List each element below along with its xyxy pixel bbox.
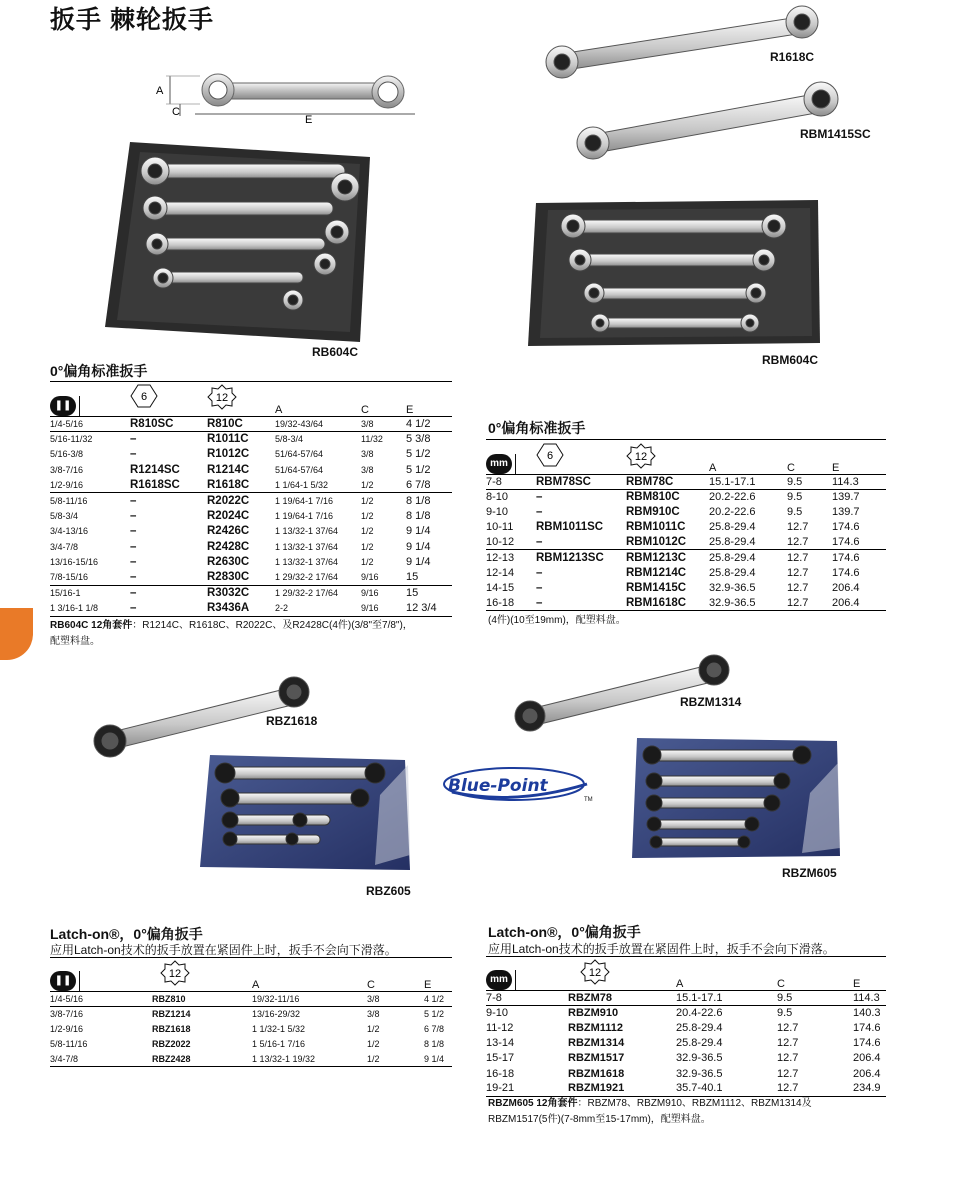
cell-a: 35.7-40.1: [676, 1082, 723, 1095]
latch-mm-top-rule: [486, 956, 886, 957]
cell-p6: –: [130, 540, 137, 553]
cell-size: 3/8-7/16: [50, 464, 84, 475]
r1618c-label: R1618C: [770, 50, 815, 64]
table-row: [486, 1036, 886, 1051]
cell-p6: R1618SC: [130, 479, 180, 491]
cell-p6: –: [536, 581, 543, 594]
cell-p6: –: [130, 525, 137, 538]
cell-e: 5 1/2: [424, 1009, 445, 1020]
cell-a: 5/8-3/4: [275, 434, 304, 445]
cell-p6: –: [536, 491, 543, 504]
cell-c: 9.5: [787, 491, 803, 504]
rbzm605-tray-image: [632, 738, 840, 860]
cell-c: 12.7: [787, 596, 809, 609]
cell-e: 140.3: [853, 1007, 881, 1020]
cell-a: 1 29/32-2 17/64: [275, 572, 339, 583]
table-row: [486, 1081, 886, 1096]
mm-unit-icon: mm: [486, 454, 512, 474]
rbz605-label: RBZ605: [366, 884, 411, 898]
cell-c: 1/2: [361, 511, 374, 522]
cell-p12: RBZM1517: [568, 1052, 625, 1065]
table-row: [50, 1006, 452, 1021]
rbm1415sc-label: RBM1415SC: [800, 127, 871, 141]
cell-size: 14-15: [486, 581, 515, 594]
cell-e: 174.6: [832, 521, 860, 534]
cell-p12: RBZM78: [568, 991, 613, 1004]
cell-a: 1 29/32-2 17/64: [275, 588, 339, 599]
table-row: [50, 555, 452, 570]
table-row: [50, 991, 452, 1006]
cell-e: 9 1/4: [424, 1054, 445, 1065]
cell-a: 25.8-29.4: [709, 521, 756, 534]
table-row: [486, 990, 886, 1005]
table-row: [50, 478, 452, 493]
cell-c: 9.5: [787, 505, 803, 518]
cell-size: 19-21: [486, 1082, 515, 1095]
cell-c: 12.7: [787, 521, 809, 534]
table-row: [50, 539, 452, 554]
wrench-dimension-diagram: [150, 68, 420, 128]
cell-e: 234.9: [853, 1082, 881, 1095]
table-row: [486, 535, 886, 550]
cell-e: 174.6: [832, 536, 860, 549]
cell-p12: RBZM1314: [568, 1037, 625, 1050]
sae-unit-icon: ❚❚: [50, 971, 76, 991]
cell-e: 114.3: [832, 475, 859, 488]
cell-p12: RBM1415C: [626, 581, 687, 594]
svg-text:6: 6: [546, 450, 554, 462]
rb604c-label: RB604C: [312, 345, 359, 359]
col-a-header: A: [252, 978, 260, 991]
table-row: [486, 1020, 886, 1035]
col-c-header: C: [787, 461, 795, 474]
cell-p12: RBM78C: [626, 475, 674, 488]
table-row: [50, 1052, 452, 1067]
cell-e: 139.7: [832, 491, 860, 504]
table-row: [50, 1037, 452, 1052]
cell-p6: –: [130, 602, 137, 615]
cell-p12: R2022C: [207, 494, 250, 507]
cell-p12: RBM1011C: [626, 521, 686, 534]
col-a-header: A: [275, 403, 283, 416]
cell-a: 32.9-36.5: [709, 581, 756, 594]
cell-c: 1/2: [367, 1054, 380, 1065]
table-row: [486, 596, 886, 611]
std-sae-top-rule: [50, 381, 452, 382]
cell-p12: RBZ2428: [152, 1054, 191, 1065]
cell-p12: R1011C: [207, 433, 249, 446]
cell-p6: –: [130, 587, 137, 600]
cell-p6: R1214SC: [130, 463, 180, 476]
cell-e: 174.6: [832, 551, 860, 564]
rbzm1314-wrench-image: [508, 650, 733, 735]
rbz605-tray-image: [200, 755, 410, 873]
cell-a: 19/32-43/64: [275, 418, 324, 429]
blue-point-tm: TM: [584, 797, 593, 803]
cell-p12: R3436A: [207, 602, 250, 615]
cell-size: 7/8-15/16: [50, 572, 89, 583]
cell-c: 1/2: [361, 526, 374, 537]
cell-e: 114.3: [853, 991, 880, 1004]
table-row: [486, 1066, 886, 1081]
cell-size: 3/8-7/16: [50, 1009, 84, 1020]
cell-c: 12.7: [787, 551, 809, 564]
hex-6pt-icon: [130, 384, 158, 408]
cell-c: 1/2: [361, 557, 374, 568]
section-tab-marker: [0, 608, 33, 660]
svg-text:6: 6: [140, 391, 148, 403]
cell-e: 206.4: [832, 581, 860, 594]
sae-unit-header: [50, 384, 130, 416]
table-row: [50, 524, 452, 539]
cell-a: 1 13/32-1 37/64: [275, 557, 339, 568]
cell-size: 7-8: [486, 991, 502, 1004]
cell-a: 20.2-22.6: [709, 505, 756, 518]
cell-size: 1/2-9/16: [50, 480, 84, 490]
cell-c: 12.7: [777, 1037, 799, 1050]
cell-p6: RBM1011SC: [536, 521, 604, 534]
svg-text:12: 12: [588, 967, 602, 979]
cell-c: 12.7: [787, 566, 809, 579]
table-row: [486, 489, 886, 504]
cell-e: 6 7/8: [424, 1023, 445, 1034]
cell-a: 13/16-29/32: [252, 1009, 301, 1020]
star-12pt-icon: [207, 384, 237, 410]
rbm1415sc-wrench-image: [565, 75, 855, 165]
cell-a: 1 19/64-1 7/16: [275, 511, 334, 522]
rbzm1314-label: RBZM1314: [680, 695, 742, 709]
cell-c: 3/8: [367, 1009, 380, 1020]
cell-e: 206.4: [853, 1067, 881, 1080]
hex-6pt-icon: [536, 443, 564, 467]
table-row: [50, 447, 452, 462]
rbzm605-note: RBZM605 12角套件：RBZM78、RBZM910、RBZM1112、RBZM1314及 RBZM1517(5件)(7-8mm至15-17mm)，配塑料盘。: [488, 1098, 812, 1125]
cell-p6: –: [536, 566, 543, 579]
col-c-header: C: [777, 977, 785, 990]
cell-a: 20.4-22.6: [676, 1007, 723, 1020]
cell-p12: R1618C: [207, 479, 250, 491]
star-12pt-icon: [580, 959, 610, 985]
cell-e: 5 1/2: [406, 448, 431, 461]
cell-size: 16-18: [486, 596, 515, 609]
cell-size: 11-12: [486, 1021, 514, 1034]
table-row: [486, 550, 886, 565]
rbm604c-label: RBM604C: [762, 353, 819, 367]
cell-p12: RBZM910: [568, 1007, 619, 1020]
cell-size: 5/16-3/8: [50, 449, 84, 460]
cell-p12: RBM810C: [626, 491, 680, 504]
svg-text:12: 12: [168, 968, 182, 980]
cell-p12: R2024C: [207, 510, 250, 523]
col-e-header: E: [832, 461, 840, 474]
cell-p12: R1214C: [207, 463, 250, 476]
cell-p6: –: [130, 448, 137, 461]
cell-a: 1 5/16-1 7/16: [252, 1039, 306, 1050]
table-row: [50, 462, 452, 477]
cell-a: 1 13/32-1 37/64: [275, 526, 339, 537]
cell-a: 32.9-36.5: [709, 596, 756, 609]
dim-c-label: C: [172, 106, 180, 118]
table-row: [50, 416, 452, 431]
table-row: [486, 474, 886, 489]
cell-c: 3/8: [367, 993, 380, 1004]
cell-c: 1/2: [361, 541, 374, 552]
cell-a: 25.8-29.4: [676, 1021, 723, 1034]
table-row: [50, 431, 452, 446]
cell-e: 5 3/8: [406, 433, 431, 446]
table-row: [486, 565, 886, 580]
cell-p12: RBM1213C: [626, 551, 687, 564]
cell-e: 139.7: [832, 505, 860, 518]
cell-e: 8 1/8: [406, 494, 431, 507]
cell-size: 5/16-11/32: [50, 434, 93, 445]
cell-c: 9/16: [361, 603, 379, 614]
cell-p6: R810SC: [130, 417, 174, 430]
cell-a: 51/64-57/64: [275, 449, 324, 460]
table-row: [50, 1021, 452, 1036]
cell-size: 1 3/16-1 1/8: [50, 603, 99, 614]
cell-a: 32.9-36.5: [676, 1067, 723, 1080]
cell-a: 25.8-29.4: [709, 551, 756, 564]
table-row: [50, 570, 452, 585]
cell-a: 1 1/64-1 5/32: [275, 480, 329, 490]
col-c-header: C: [367, 978, 375, 991]
cell-p12: RBM1618C: [626, 596, 687, 609]
table-row: [486, 1005, 886, 1020]
latch-mm-title: Latch-on®，0°偏角扳手: [488, 924, 641, 940]
std-mm-table: [486, 443, 886, 611]
cell-c: 1/2: [361, 480, 374, 490]
cell-p12: R2830C: [207, 571, 250, 584]
cell-a: 19/32-11/16: [252, 993, 300, 1004]
cell-p6: –: [130, 494, 137, 507]
cell-e: 206.4: [853, 1052, 881, 1065]
cell-size: 15-17: [486, 1052, 515, 1065]
cell-e: 4 1/2: [424, 993, 445, 1004]
cell-c: 12.7: [777, 1021, 799, 1034]
svg-text:12: 12: [215, 392, 229, 404]
cell-size: 9-10: [486, 505, 509, 518]
table-row: [486, 520, 886, 535]
cell-p12: R2428C: [207, 540, 250, 553]
rbm604c-tray-image: [528, 198, 820, 348]
latch-sae-top-rule: [50, 957, 452, 958]
cell-a: 20.2-22.6: [709, 491, 756, 504]
cell-c: 12.7: [777, 1082, 799, 1095]
cell-size: 5/8-3/4: [50, 511, 79, 522]
blue-point-logo-text: Blue-Point: [448, 776, 548, 796]
cell-e: 9 1/4: [406, 540, 431, 553]
cell-size: 7-8: [486, 475, 502, 488]
mm-unit-icon: mm: [486, 970, 512, 990]
cell-size: 3/4-13/16: [50, 526, 89, 537]
r1618c-wrench-image: [540, 4, 820, 84]
cell-c: 12.7: [787, 581, 809, 594]
col-e-header: E: [424, 978, 432, 991]
cell-c: 1/2: [367, 1039, 380, 1050]
cell-c: 9.5: [777, 991, 793, 1004]
cell-e: 4 1/2: [406, 417, 431, 430]
latch-sae-table: [50, 960, 452, 1067]
cell-e: 8 1/8: [406, 510, 431, 523]
cell-p6: –: [130, 433, 137, 446]
rbz1618-label: RBZ1618: [266, 714, 318, 728]
col-a-header: A: [709, 461, 717, 474]
col-e-header: E: [853, 977, 861, 990]
cell-size: 15/16-1: [50, 588, 81, 599]
cell-c: 3/8: [361, 449, 374, 460]
rb604c-note: RB604C 12角套件：R1214C、R1618C、R2022C、及R2428C(4件)(3/8"至7/8")， 配塑料盘。: [50, 620, 413, 647]
cell-c: 12.7: [777, 1052, 799, 1065]
cell-a: 25.8-29.4: [676, 1037, 723, 1050]
std-mm-top-rule: [486, 439, 886, 440]
std-sae-table: [50, 384, 452, 617]
cell-p12: RBM1214C: [626, 566, 687, 579]
col-c-header: C: [361, 403, 369, 416]
cell-size: 9-10: [486, 1007, 509, 1020]
cell-p12: R1012C: [207, 448, 250, 461]
cell-a: 1 1/32-1 5/32: [252, 1023, 306, 1034]
table-row: [486, 580, 886, 595]
cell-size: 13/16-15/16: [50, 557, 99, 568]
cell-a: 32.9-36.5: [676, 1052, 723, 1065]
cell-e: 206.4: [832, 596, 860, 609]
rbm604c-note: (4件)(10至19mm)，配塑料盘。: [488, 615, 626, 626]
cell-p12: RBZM1618: [568, 1067, 625, 1080]
table-row: [50, 601, 452, 616]
std-mm-title: 0°偏角标准扳手: [488, 420, 586, 436]
latch-mm-table: [486, 959, 886, 1097]
cell-e: 174.6: [853, 1021, 881, 1034]
cell-a: 2-2: [275, 603, 289, 614]
cell-c: 1/2: [367, 1023, 380, 1034]
cell-size: 16-18: [486, 1067, 515, 1080]
rb604c-tray-image: [105, 142, 370, 342]
cell-p12: R2630C: [207, 556, 250, 569]
cell-c: 12.7: [777, 1067, 799, 1080]
star-12pt-icon: [626, 443, 656, 469]
cell-e: 9 1/4: [406, 556, 431, 569]
rbzm605-label: RBZM605: [782, 866, 837, 880]
latch-sae-subtitle: 应用Latch-on技术的扳手放置在紧固件上时，扳手不会向下滑落。: [50, 943, 397, 957]
cell-e: 12 3/4: [406, 602, 437, 615]
cell-p12: R3032C: [207, 587, 250, 600]
cell-e: 8 1/8: [424, 1039, 445, 1050]
cell-size: 12-13: [486, 551, 515, 564]
cell-p6: –: [536, 596, 543, 609]
cell-c: 9/16: [361, 588, 379, 599]
cell-a: 1 13/32-1 37/64: [275, 541, 339, 552]
cell-size: 1/4-5/16: [50, 418, 84, 429]
cell-a: 25.8-29.4: [709, 536, 756, 549]
cell-size: 10-11: [486, 521, 514, 534]
cell-c: 3/8: [361, 418, 374, 429]
cell-p12: RBM910C: [626, 505, 680, 518]
cell-p12: R2426C: [207, 525, 250, 538]
cell-e: 9 1/4: [406, 525, 431, 538]
cell-p6: –: [130, 571, 137, 584]
dim-a-label: A: [156, 85, 164, 97]
cell-size: 5/8-11/16: [50, 1039, 88, 1050]
cell-p12: RBZ2022: [152, 1039, 191, 1050]
cell-p12: RBZ810: [152, 993, 186, 1004]
cell-size: 3/4-7/8: [50, 541, 79, 552]
cell-p6: RBM78SC: [536, 475, 591, 488]
dim-e-label: E: [305, 114, 313, 126]
table-row: [486, 504, 886, 519]
table-row: [486, 1051, 886, 1066]
cell-p12: RBZM1921: [568, 1082, 625, 1095]
cell-e: 6 7/8: [406, 479, 431, 491]
cell-c: 9/16: [361, 572, 379, 583]
cell-e: 174.6: [832, 566, 860, 579]
cell-size: 8-10: [486, 491, 509, 504]
cell-a: 1 19/64-1 7/16: [275, 495, 334, 506]
cell-size: 1/2-9/16: [50, 1023, 84, 1034]
cell-p12: RBM1012C: [626, 536, 687, 549]
cell-p6: RBM1213SC: [536, 551, 604, 564]
cell-size: 3/4-7/8: [50, 1054, 79, 1065]
latch-sae-title: Latch-on®，0°偏角扳手: [50, 926, 203, 942]
page-title: 扳手 棘轮扳手: [50, 6, 214, 34]
sae-unit-icon: ❚❚: [50, 396, 76, 416]
cell-size: 13-14: [486, 1037, 515, 1050]
cell-e: 15: [406, 571, 419, 584]
latch-mm-subtitle: 应用Latch-on技术的扳手放置在紧固件上时，扳手不会向下滑落。: [488, 942, 835, 956]
cell-c: 1/2: [361, 495, 374, 506]
cell-size: 10-12: [486, 536, 515, 549]
std-sae-title: 0°偏角标准扳手: [50, 363, 148, 379]
cell-c: 9.5: [787, 475, 803, 488]
star-12pt-icon: [160, 960, 190, 986]
cell-e: 174.6: [853, 1037, 881, 1050]
cell-p6: –: [130, 510, 137, 523]
cell-p6: –: [130, 556, 137, 569]
cell-a: 1 13/32-1 19/32: [252, 1054, 316, 1065]
cell-a: 15.1-17.1: [676, 991, 723, 1004]
cell-e: 15: [406, 587, 419, 600]
cell-p6: –: [536, 536, 543, 549]
table-row: [50, 585, 452, 600]
cell-c: 11/32: [361, 434, 383, 445]
cell-c: 3/8: [361, 464, 374, 475]
col-e-header: E: [406, 403, 414, 416]
cell-c: 9.5: [777, 1007, 793, 1020]
cell-size: 5/8-11/16: [50, 495, 88, 506]
cell-p12: RBZM1112: [568, 1021, 624, 1034]
cell-p12: RBZ1214: [152, 1009, 191, 1020]
cell-e: 5 1/2: [406, 463, 431, 476]
cell-p12: RBZ1618: [152, 1023, 191, 1034]
cell-size: 12-14: [486, 566, 515, 579]
svg-text:12: 12: [634, 451, 648, 463]
cell-c: 12.7: [787, 536, 809, 549]
col-a-header: A: [676, 977, 684, 990]
mm-unit-header: [486, 443, 536, 474]
cell-p6: –: [536, 505, 543, 518]
cell-size: 1/4-5/16: [50, 993, 84, 1004]
cell-a: 15.1-17.1: [709, 475, 756, 488]
cell-a: 51/64-57/64: [275, 464, 324, 475]
table-row: [50, 493, 452, 508]
table-row: [50, 508, 452, 523]
cell-a: 25.8-29.4: [709, 566, 756, 579]
cell-p12: R810C: [207, 417, 243, 430]
